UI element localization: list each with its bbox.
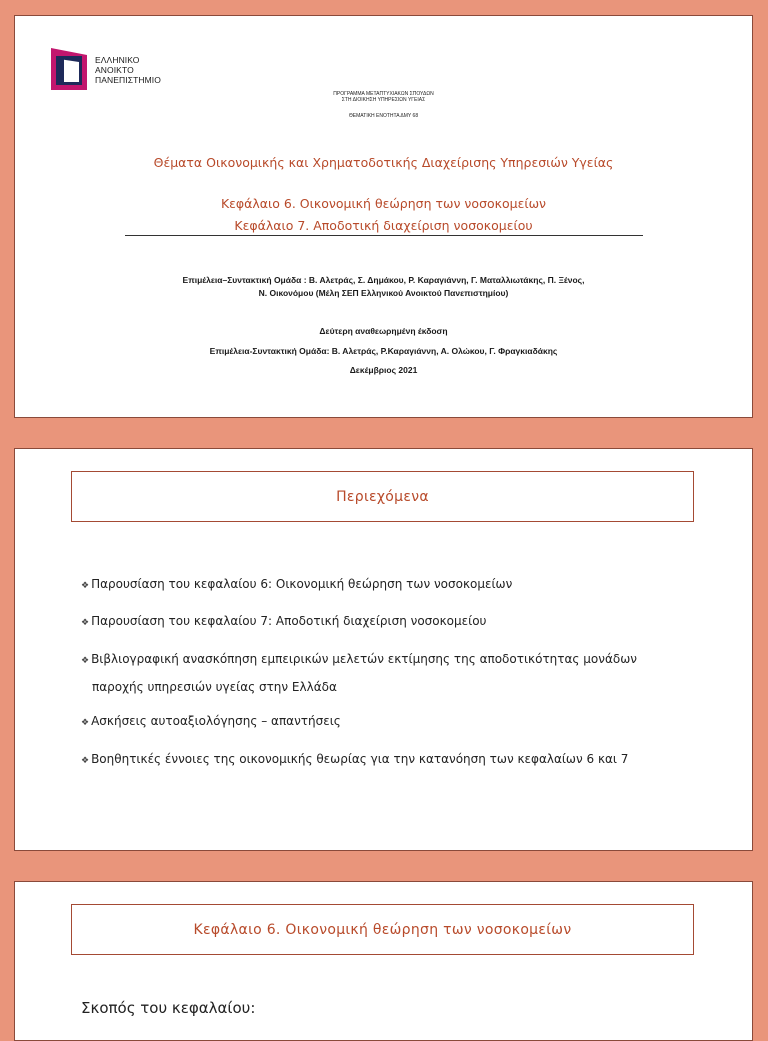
program-line-1: ΠΡΟΓΡΑΜΜΑ ΜΕΤΑΠΤΥΧΙΑΚΩΝ ΣΠΟΥΔΩΝ <box>333 91 434 97</box>
logo-wordmark <box>95 55 161 85</box>
diamond-bullet-icon: ❖ <box>81 656 90 666</box>
chapter-6-slide <box>14 881 753 1041</box>
edition-authors: Επιμέλεια-Συντακτική Ομάδα: Β. Αλετράς, Ρ.Καραγιάννη, Α. Ολώκου, Γ. Φραγκιαδάκης <box>209 346 558 356</box>
logo-line: ΑΝΟΙΚΤΟ <box>95 65 134 75</box>
edition-label: Δεύτερη αναθεωρημένη έκδοση <box>319 326 448 336</box>
logo-line: ΕΛΛΗΝΙΚΟ <box>95 55 140 65</box>
authors-line-2: Ν. Οικονόμου (Μέλη ΣΕΠ Ελληνικού Ανοικτού Πανεπιστημίου) <box>258 288 509 298</box>
contents-heading: Περιεχόμενα <box>71 471 694 522</box>
authors-line-1: Επιμέλεια–Συντακτική Ομάδα : Β. Αλετράς, Σ. Δημάκου, Ρ. Καραγιάννη, Γ. Ματαλλιωτάκης, Π. Ξένος, <box>182 275 585 285</box>
list-item-text: Ασκήσεις αυτοαξιολόγησης – απαντήσεις <box>91 714 341 728</box>
diamond-bullet-icon: ❖ <box>81 718 90 728</box>
program-line-2: ΣΤΗ ΔΙΟΙΚΗΣΗ ΥΠΗΡΕΣΙΩΝ ΥΓΕΙΑΣ <box>341 97 426 103</box>
module-label: ΘΕΜΑΤΙΚΗ ΕΝΟΤΗΤΑ ΔΜΥ 68 <box>348 113 419 119</box>
title-underline <box>125 235 643 236</box>
chapter-6-heading: Κεφάλαιο 6. Οικονομική θεώρηση των νοσοκομείων <box>71 904 694 955</box>
diamond-bullet-icon: ❖ <box>81 581 90 591</box>
list-item <box>81 712 721 732</box>
list-item-continuation: παροχής υπηρεσιών υγείας στην Ελλάδα <box>92 680 337 694</box>
course-title: Θέματα Οικονομικής και Χρηματοδοτικής Διαχείρισης Υπηρεσιών Υγείας <box>153 155 614 170</box>
contents-slide <box>14 448 753 851</box>
list-item <box>81 612 721 632</box>
list-item-text: Βοηθητικές έννοιες της οικονομικής θεωρίας για την κατανόηση των κεφαλαίων 6 και 7 <box>91 752 629 766</box>
list-item-text: Παρουσίαση του κεφαλαίου 6: Οικονομική θεώρηση των νοσοκομείων <box>91 577 513 591</box>
chapter-6-title: Κεφάλαιο 6. Οικονομική θεώρηση των νοσοκομείων <box>220 196 547 211</box>
logo-line: ΠΑΝΕΠΙΣΤΗΜΙΟ <box>95 75 161 85</box>
list-item <box>81 575 721 595</box>
chapter-7-title: Κεφάλαιο 7. Αποδοτική διαχείριση νοσοκομείου <box>234 218 533 233</box>
list-item <box>81 750 721 770</box>
university-logo <box>49 46 169 94</box>
list-item-text: Παρουσίαση του κεφαλαίου 7: Αποδοτική διαχείριση νοσοκομείου <box>91 614 487 628</box>
cover-slide <box>14 15 753 418</box>
chapter-scope-label: Σκοπός του κεφαλαίου: <box>81 999 256 1017</box>
publication-date: Δεκέμβριος 2021 <box>349 365 418 375</box>
diamond-bullet-icon: ❖ <box>81 618 90 628</box>
diamond-bullet-icon: ❖ <box>81 756 90 766</box>
list-item <box>81 650 721 696</box>
eap-logo-icon <box>49 46 95 92</box>
list-item-text: Βιβλιογραφική ανασκόπηση εμπειρικών μελετών εκτίμησης της αποδοτικότητας μονάδων <box>91 652 637 666</box>
